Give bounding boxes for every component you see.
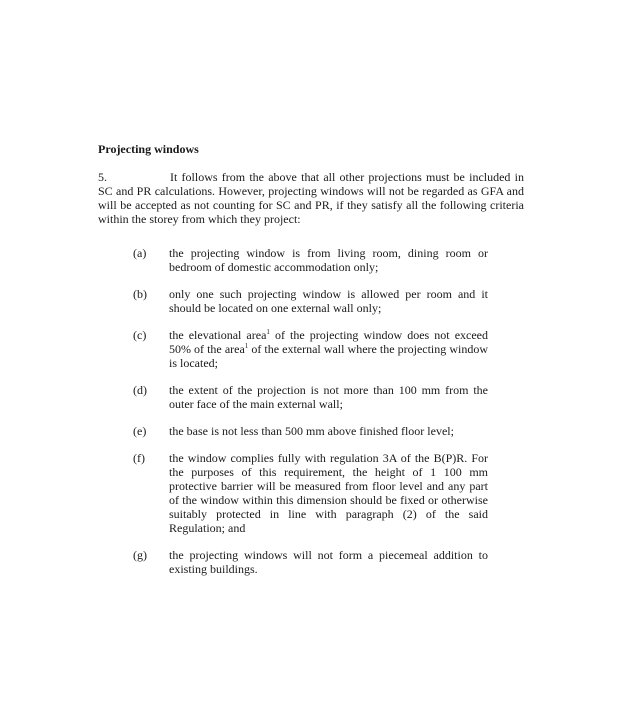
criterion-label: (b) (133, 287, 147, 301)
criterion-text (169, 328, 488, 370)
footnote-marker: 1 (244, 342, 249, 350)
criterion-text: the window complies fully with regulation 3A of the B(P)R. For the purposes of this requirement, the height of 1 100 mm protective barrier will be measured from floor level and any part of the window within this dimension should be fixed or otherwise suitably protected in line with paragraph (2) of the said Regulation; and (169, 451, 488, 535)
intro-paragraph (98, 170, 524, 226)
criterion-d (98, 383, 488, 411)
intro-text: It follows from the above that all other projections must be included in SC and PR calculations. However, projecting windows will not be regarded as GFA and will be accepted as not counting for SC and PR, if they satisfy all the following criteria within the storey from which they project: (98, 170, 524, 226)
paragraph-number: 5. (98, 170, 107, 184)
criterion-f (98, 451, 488, 535)
criterion-text-part: the elevational area (169, 328, 267, 342)
criterion-a (98, 246, 488, 274)
criterion-text: the projecting window is from living room, dining room or bedroom of domestic accommodation only; (169, 246, 488, 274)
criterion-label: (d) (133, 383, 147, 397)
criterion-e (98, 424, 488, 438)
criterion-text-part: of the external wall where the projecting window is located; (169, 342, 488, 370)
criterion-label: (g) (133, 548, 147, 562)
criterion-c (98, 328, 488, 370)
footnote-marker: 1 (266, 328, 270, 336)
criterion-g (98, 548, 488, 576)
criterion-text: the projecting windows will not form a piecemeal addition to existing buildings. (169, 548, 488, 576)
criterion-label: (a) (133, 246, 147, 260)
criterion-label: (f) (133, 451, 145, 465)
criterion-text: the extent of the projection is not more than 100 mm from the outer face of the main external wall; (169, 383, 488, 411)
criterion-text-part: of the projecting window does not exceed 50% of the area (169, 328, 489, 356)
criterion-label: (e) (133, 424, 147, 438)
criterion-text: the base is not less than 500 mm above finished floor level; (169, 424, 454, 438)
criteria-list (98, 246, 488, 589)
criterion-b (98, 287, 488, 315)
section-heading: Projecting windows (98, 142, 199, 156)
criterion-label: (c) (133, 328, 147, 342)
criterion-text: only one such projecting window is allowed per room and it should be located on one external wall only; (169, 287, 488, 315)
